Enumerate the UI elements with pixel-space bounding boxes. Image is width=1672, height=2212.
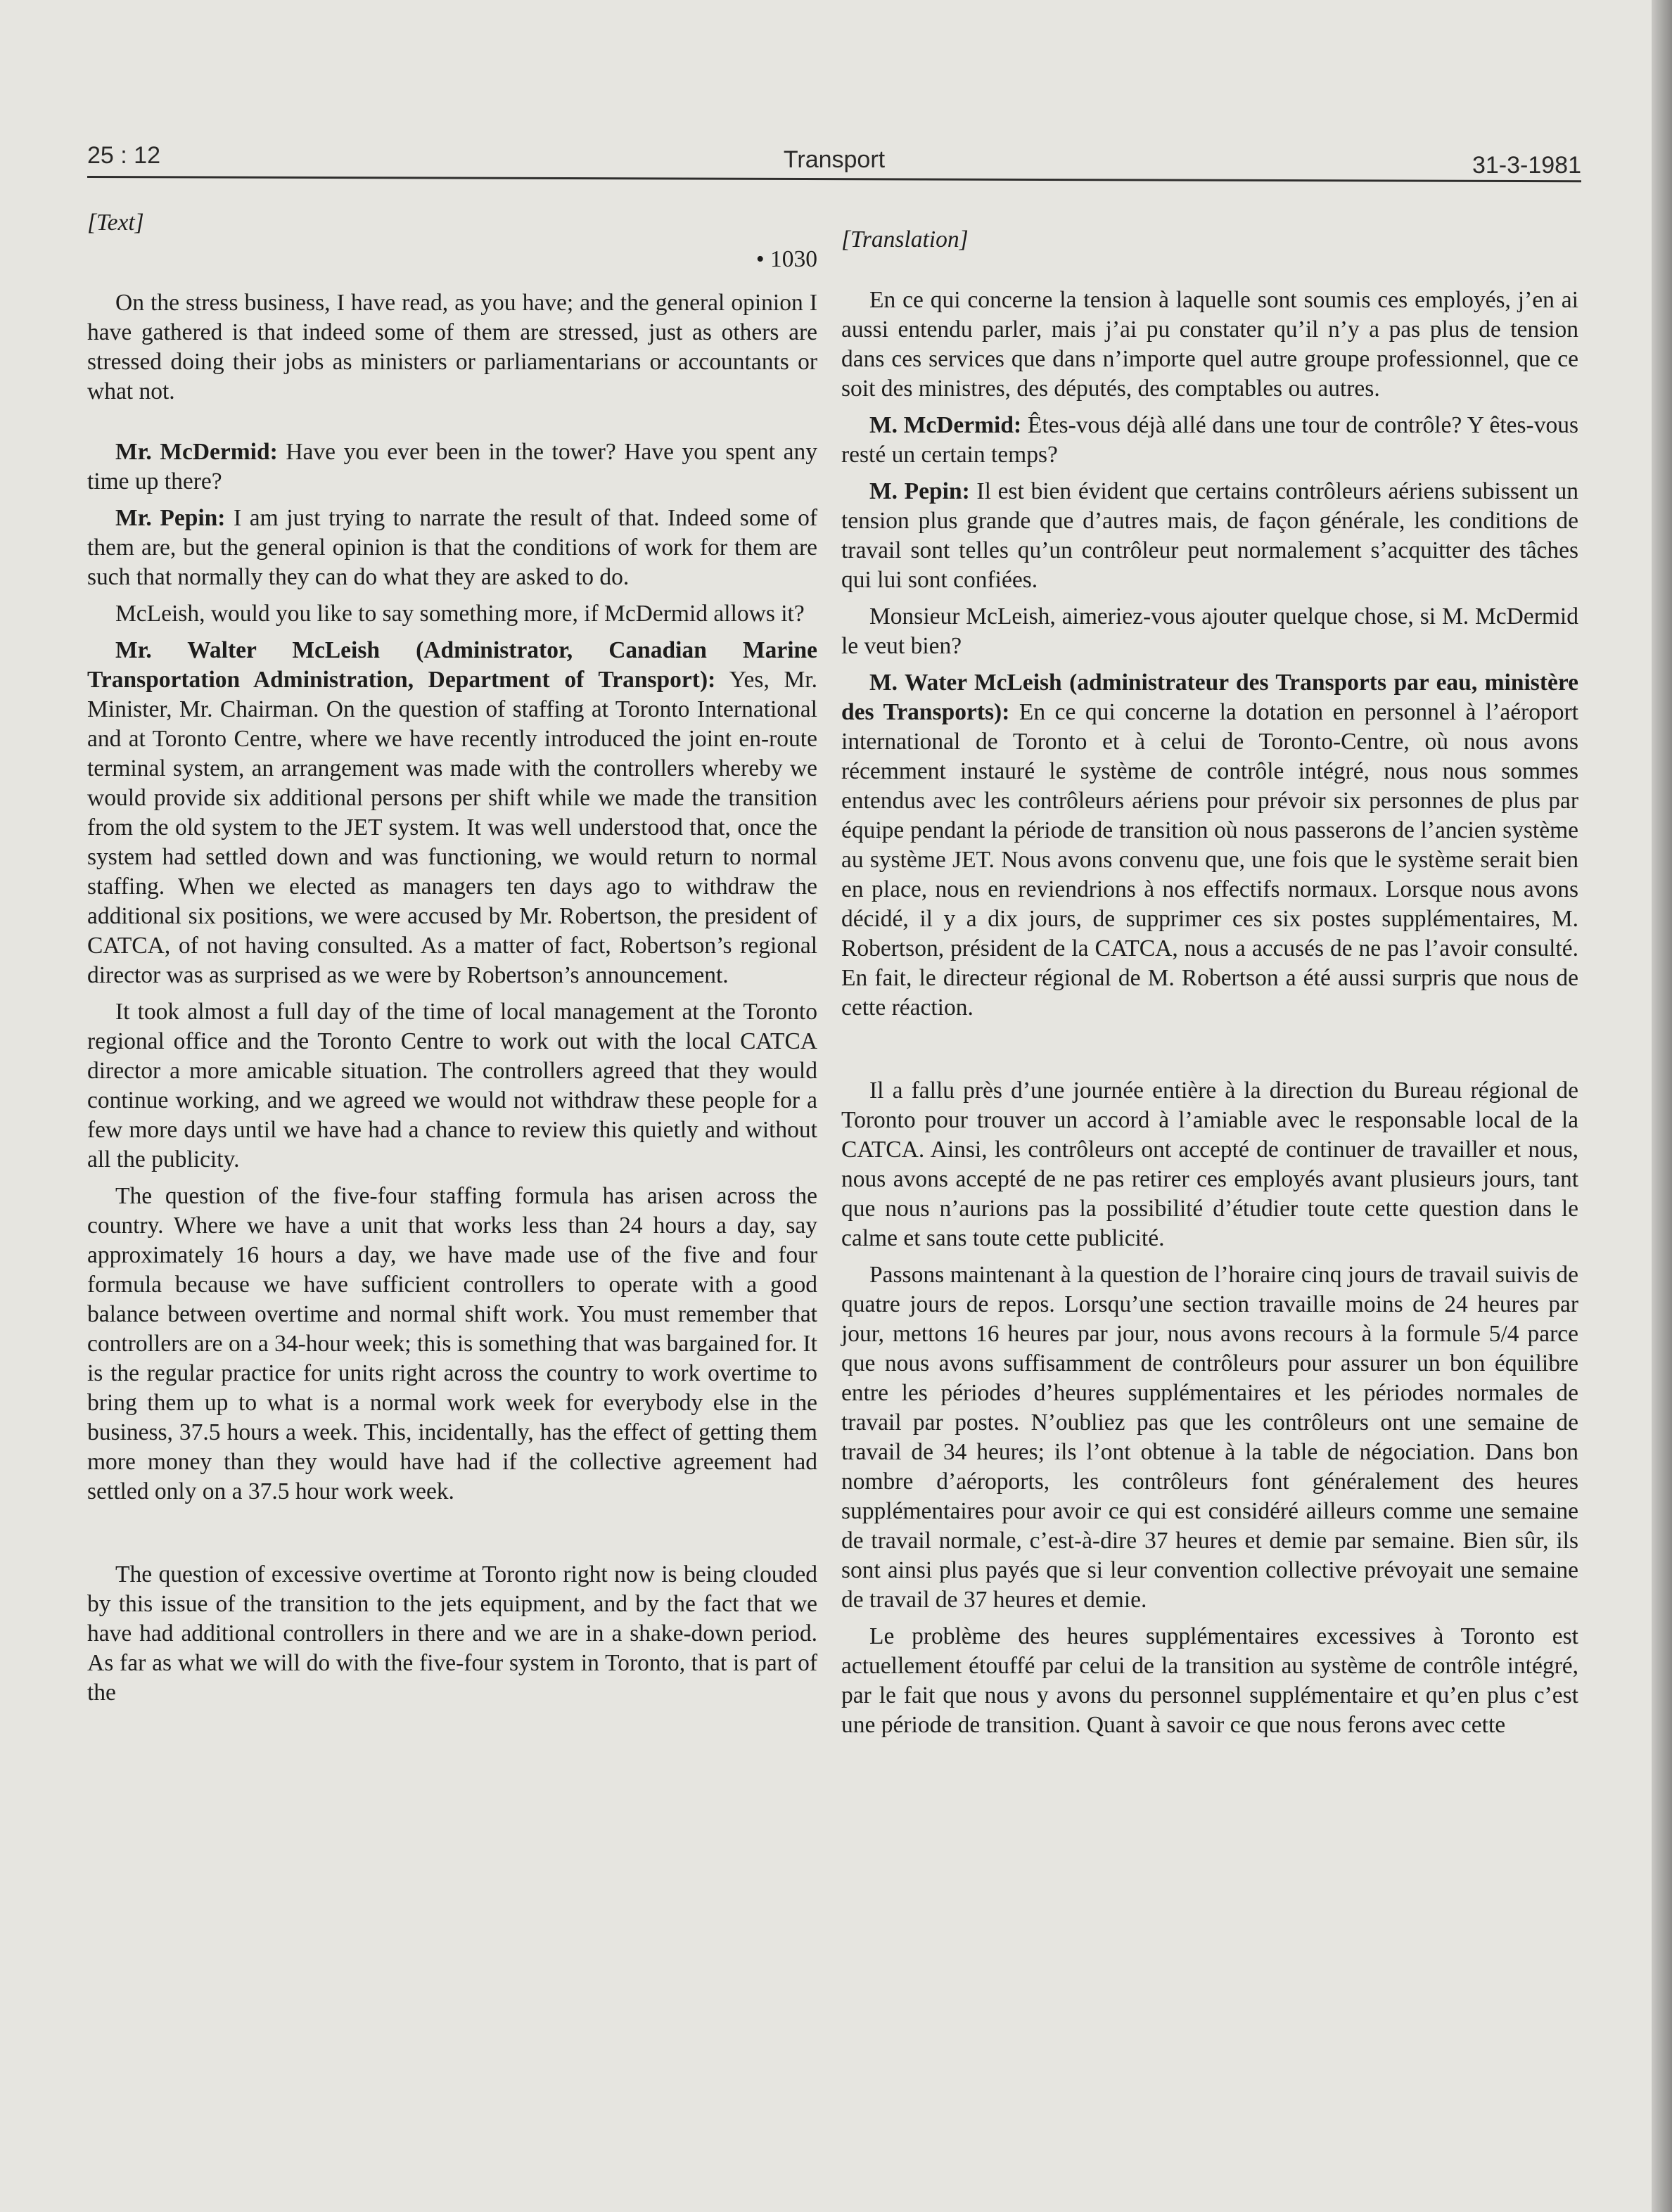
paragraph-en-8: The question of excessive overtime at Toronto right now is being clouded by this issue of the transition to the jets equipment, and by the fact that we have had additional controllers in there and we are in a shake-down period. As far as what we will do with the five-four system in Toronto, that is part of the: [87, 1561, 817, 1706]
speaker-name: M. Pepin:: [869, 478, 970, 504]
paragraph-en-4: McLeish, would you like to say something more, if McDermid allows it?: [115, 601, 805, 627]
paragraph-en-5: Mr. Walter McLeish (Administrator, Canadian Marine Transportation Administration, Department of Transport): Yes, Mr. Minister, Mr. Chairman. On the question of staffing at Toronto International and at Toronto Centre, where we have recently introduced the joint en-route terminal system, an arrangement was made with the controllers whereby we would provide six additional persons per shift while we made the transition from the old system to the JET system. It was well understood that, once the system had settled down and was functioning, we would return to normal staffing. When we elected as managers ten days ago to withdraw the additional six positions, we were accused by Mr. Robertson, the president of CATCA, of not having consulted. As a matter of fact, Robertson’s regional director was as surprised as we were by Robertson’s announcement.: [87, 637, 817, 988]
speaker-name: Mr. Pepin:: [115, 505, 226, 531]
paragraph-en-3: Mr. Pepin: I am just trying to narrate the result of that. Indeed some of them are, but the general opinion is that the conditions of work for them are such that normally they can do what they are asked to do.: [87, 505, 817, 590]
paragraph-en-7: The question of the five-four staffing formula has arisen across the country. Where we have a unit that works less than 24 hours a day, say approximately 16 hours a day, we have made use of the five and four formula because we have sufficient controllers to operate with a good balance between overtime and normal shift work. You must remember that controllers are on a 34-hour week; this is something that was bargained for. It is the regular practice for units right across the country to work overtime to bring them up to what is a normal work week for everybody else in the business, 37.5 hours a week. This, incidentally, has the effect of getting them more money than they would have had if the collective agreement had settled only on a 37.5 hour work week.: [87, 1183, 817, 1504]
paragraph-en-6: It took almost a full day of the time of local management at the Toronto regional office and the Toronto Centre to work out with the local CATCA director a more amicable situation. The controllers agreed that they would continue working, and we agreed we would not withdraw these people for a few more days until we have had a chance to review this quietly and without all the publicity.: [87, 999, 817, 1172]
paragraph-fr-2: M. McDermid: Êtes-vous déjà allé dans une tour de contrôle? Y êtes-vous resté un certain temps?: [841, 412, 1578, 468]
paragraph-en-2: Mr. McDermid: Have you ever been in the tower? Have you spent any time up there?: [87, 439, 817, 494]
speaker-name: M. Water McLeish (administrateur des Transports par eau, ministère des Transports):: [841, 670, 1578, 725]
header-date: 31-3-1981: [1472, 152, 1581, 179]
time-marker: • 1030: [755, 246, 817, 272]
text-tag: [Text]: [87, 210, 144, 236]
paragraph-fr-4: Monsieur McLeish, aimeriez-vous ajouter quelque chose, si M. McDermid le veut bien?: [841, 603, 1578, 659]
paragraph-fr-8: Le problème des heures supplémentaires excessives à Toronto est actuellement étouffé par celui de la transition au système de contrôle intégré, par le fait que nous y avons du personnel supplémentaire et qu’en plus c’est une période de transition. Quant à savoir ce que nous ferons avec cette: [841, 1623, 1578, 1738]
running-title: Transport: [783, 146, 886, 173]
paragraph-fr-5: M. Water McLeish (administrateur des Transports par eau, ministère des Transports): En ce qui concerne la dotation en personnel à l’aéroport international de Toronto et à celui de Toronto-Centre, où nous avons récemment instauré le système de contrôle intégré, nous nous sommes entendus avec les contrôleurs aériens pour prévoir six personnes de plus par équipe pendant la période de transition où nous passerons de l’ancien système au système JET. Nous avons convenu que, une fois que le système serait bien en place, nous en reviendrions à nos effectifs normaux. Lorsque nous avons décidé, il y a dix jours, de supprimer ces six postes supplémentaires, M. Robertson, président de la CATCA, nous a accusés de ne pas l’avoir consulté. En fait, le directeur régional de M. Robertson a été aussi surpris que nous de cette réaction.: [841, 670, 1578, 1021]
page-edge-shadow: [1652, 0, 1672, 2212]
paragraph-en-1: On the stress business, I have read, as you have; and the general opinion I have gathered is that indeed some of them are stressed, just as others are stressed doing their jobs as ministers or parliamentarians or accountants or what not.: [87, 290, 817, 404]
translation-tag: [Translation]: [841, 226, 969, 252]
page-header: [87, 138, 1581, 180]
page-reference: 25 : 12: [87, 142, 160, 169]
paragraph-fr-1: En ce qui concerne la tension à laquelle sont soumis ces employés, j’en ai aussi entendu parler, mais j’ai pu constater qu’il n’y a pas plus de tension dans ces services que dans n’importe quel autre groupe professionnel, que ce soit des ministres, des députés, des comptables ou autres.: [841, 287, 1578, 402]
speaker-name: Mr. McDermid:: [115, 439, 278, 465]
paragraph-fr-3: M. Pepin: Il est bien évident que certains contrôleurs aériens subissent un tension plus grande que d’autres mais, de façon générale, les conditions de travail sont telles qu’un contrôleur peut normalement s’acquitter des tâches qui lui sont confiées.: [841, 478, 1579, 593]
speaker-name: M. McDermid:: [869, 412, 1022, 438]
english-column: [87, 208, 817, 1715]
paragraph-fr-7: Passons maintenant à la question de l’horaire cinq jours de travail suivis de quatre jours de repos. Lorsqu’une section travaille moins de 24 heures par jour, mettons 16 heures par jour, nous avons recours à la formule 5/4 parce que nous avons suffisamment de contrôleurs pour assurer un bon équilibre entre les périodes d’heures supplémentaires et les périodes normales de travail par postes. N’oubliez pas que les contrôleurs ont une semaine de travail de 34 heures; ils l’ont obtenue à la table de négociation. Dans bon nombre d’aéroports, les contrôleurs font généralement des heures supplémentaires pour avoir ce qui est considéré ailleurs comme une semaine de travail normale, c’est-à-dire 37 heures et demie par semaine. Bien sûr, ils sont ainsi plus payés que si leur convention collective prévoyait une semaine de travail de 37 heures et demie.: [841, 1262, 1578, 1613]
paragraph-fr-6: Il a fallu près d’une journée entière à la direction du Bureau régional de Toronto pour trouver un accord à l’amiable avec le responsable local de la CATCA. Ainsi, les contrôleurs ont accepté de continuer de travailler et nous, nous avons accepté de ne pas retirer ces employés avant plusieurs jours, tant que nous n’aurions pas la possibilité d’étudier toute cette question dans le calme et sans toute cette publicité.: [841, 1078, 1578, 1251]
french-column: [841, 208, 1578, 1747]
speaker-name: Mr. Walter McLeish (Administrator, Canadian Marine Transportation Administration, Department of Transport):: [87, 637, 817, 693]
